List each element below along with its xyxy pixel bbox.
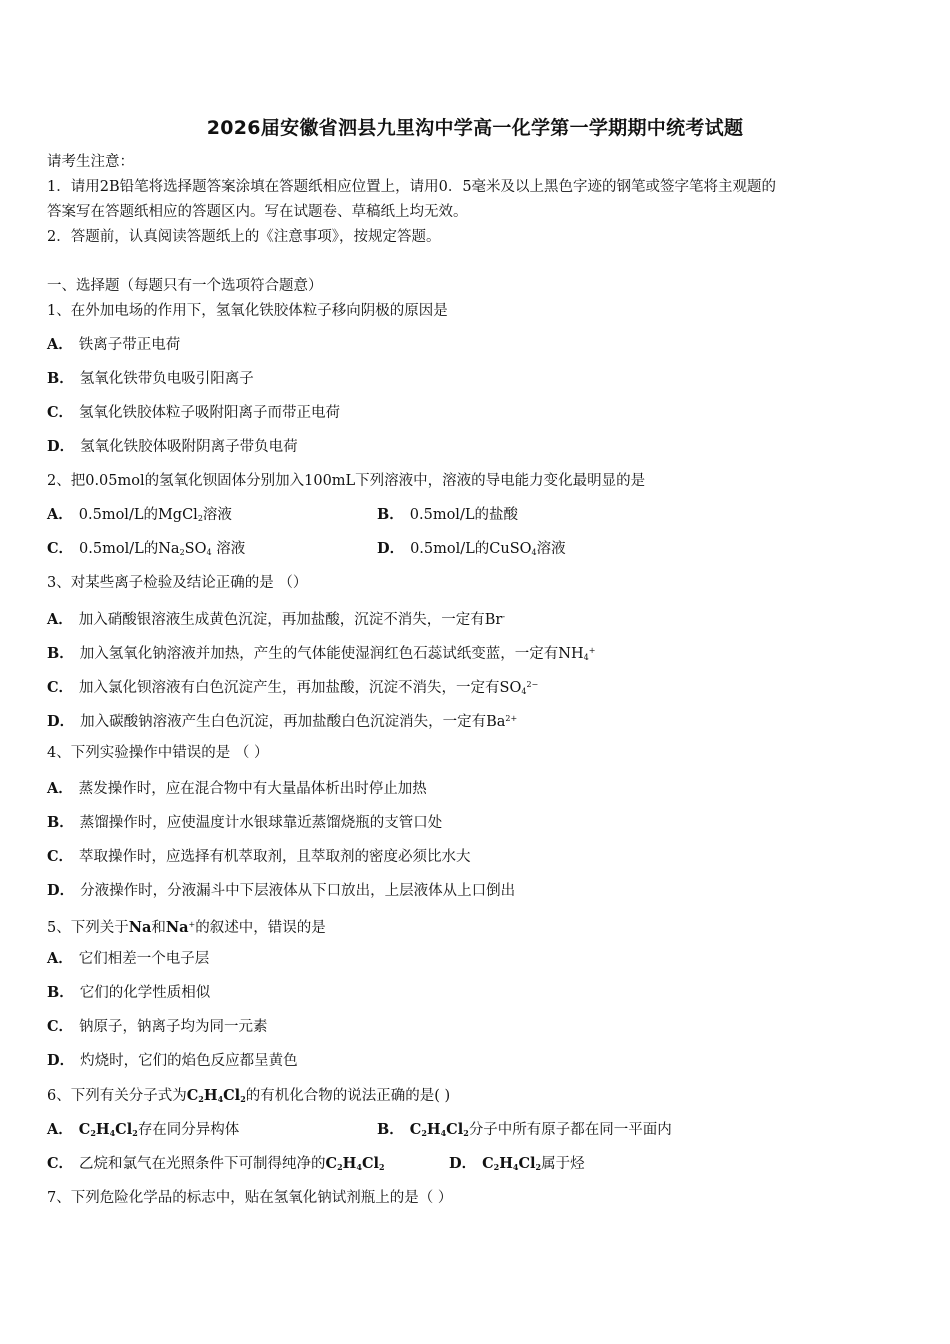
notice-item-1a: 1．请用2B铅笔将选择题答案涂填在答题纸相应位置上，请用0．5毫米及以上黑色字迹的钢笔或签字笔将主观题的 [47,179,777,195]
q7-stem: 7、下列危险化学品的标志中，贴在氢氧化钠试剂瓶上的是（ ） [47,1190,453,1206]
q5-option-d: D． 灼烧时，它们的焰色反应都呈黄色 [47,1052,298,1069]
q1-option-a: A． 铁离子带正电荷 [47,336,181,353]
q1-option-b: B． 氢氧化铁带负电吸引阳离子 [47,370,254,387]
q3-option-c: C． 加入氯化钡溶液有白色沉淀产生，再加盐酸，沉淀不消失，一定有$SO_4^{2-}$ [47,679,539,696]
q4-option-c: C． 萃取操作时，应选择有机萃取剂，且萃取剂的密度必须比水大 [47,848,471,865]
q5-stem: 5、下列关于Na和Na+的叙述中，错误的是 [47,919,326,936]
q6-option-b: B． $C_2H_4Cl_2$分子中所有原子都在同一平面内 [377,1121,672,1138]
q3-option-b: B． 加入氢氧化钠溶液并加热，产生的气体能使湿润红色石蕊试纸变蓝，一定有$NH_4^+$ [47,645,596,662]
section-heading: 一、选择题（每题只有一个选项符合题意） [47,278,323,294]
q5-option-b: B． 它们的化学性质相似 [47,984,211,1001]
q2-option-b: B． 0.5mol/L的盐酸 [377,506,518,523]
q2-stem: 2、把0.05mol的氢氧化钡固体分别加入100mL下列溶液中，溶液的导电能力变化最明显的是 [47,473,646,489]
q4-option-a: A． 蒸发操作时，应在混合物中有大量晶体析出时停止加热 [47,780,427,797]
q4-stem: 4、下列实验操作中错误的是 （ ） [47,745,269,761]
q1-option-c: C． 氢氧化铁胶体粒子吸附阳离子而带正电荷 [47,404,341,421]
q1-option-d: D． 氢氧化铁胶体吸附阴离子带负电荷 [47,438,298,455]
page-title: 2026届安徽省泗县九里沟中学高一化学第一学期期中统考试题 [206,117,744,139]
q4-option-b: B． 蒸馏操作时，应使温度计水银球靠近蒸馏烧瓶的支管口处 [47,814,443,831]
notice-item-2: 2．答题前，认真阅读答题纸上的《注意事项》，按规定答题。 [47,229,441,245]
q6-stem: 6、下列有关分子式为$C_2H_4Cl_2$的有机化合物的说法正确的是( ) [47,1087,451,1104]
q5-option-c: C． 钠原子，钠离子均为同一元素 [47,1018,268,1035]
q6-option-d: D． $C_2H_4Cl_2$属于烃 [449,1155,585,1172]
q2-option-a: A． 0.5mol/L的MgCl$_2$溶液 [47,506,232,523]
q3-option-d: D． 加入碳酸钠溶液产生白色沉淀，再加盐酸白色沉淀消失，一定有$Ba^{2+}$ [47,713,518,730]
notice-item-1b: 答案写在答题纸相应的答题区内。写在试题卷、草稿纸上均无效。 [47,204,468,220]
q3-option-a: A． 加入硝酸银溶液生成黄色沉淀，再加盐酸，沉淀不消失，一定有Br- [47,611,506,628]
q2-option-c: C． 0.5mol/L的$Na_2SO_4$ 溶液 [47,540,246,557]
q3-stem: 3、对某些离子检验及结论正确的是 （） [47,575,308,591]
q1-stem: 1、在外加电场的作用下，氢氧化铁胶体粒子移向阴极的原因是 [47,303,448,319]
notice-heading: 请考生注意： [47,154,134,170]
q5-option-a: A． 它们相差一个电子层 [47,950,210,967]
q2-option-d: D． 0.5mol/L的CuSO$_4$溶液 [377,540,566,557]
q4-option-d: D． 分液操作时，分液漏斗中下层液体从下口放出，上层液体从上口倒出 [47,882,516,899]
q6-option-c: C． 乙烷和氯气在光照条件下可制得纯净的$C_2H_4Cl_2$ [47,1155,385,1172]
q6-option-a: A． $C_2H_4Cl_2$存在同分异构体 [47,1121,240,1138]
